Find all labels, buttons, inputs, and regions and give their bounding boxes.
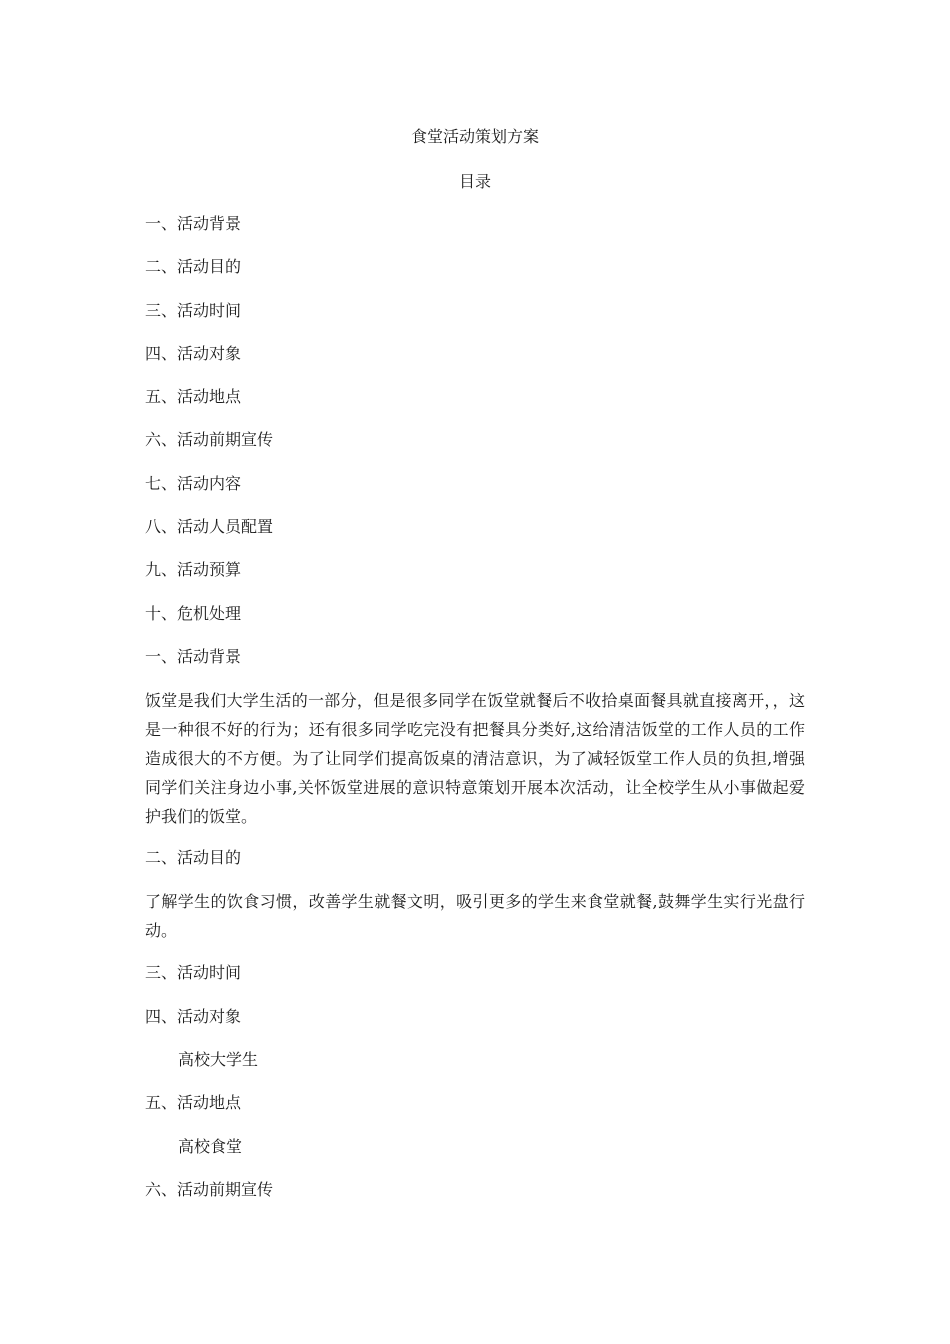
purpose-paragraph: 了解学生的饮食习惯，改善学生就餐文明，吸引更多的学生来食堂就餐,鼓舞学生实行光盘行动。 [145, 892, 805, 940]
toc-item: 四、活动对象 [145, 344, 242, 363]
toc-item: 三、活动时间 [145, 301, 242, 320]
section-heading-purpose: 二、活动目的 [145, 848, 242, 867]
toc-item: 五、活动地点 [145, 387, 242, 406]
toc-item: 二、活动目的 [145, 257, 242, 276]
toc-item: 六、活动前期宣传 [145, 430, 274, 449]
section-heading-location: 五、活动地点 [145, 1093, 242, 1112]
toc-item: 一、活动背景 [145, 214, 242, 233]
toc-item: 十、危机处理 [145, 604, 242, 623]
location-text: 高校食堂 [178, 1137, 243, 1156]
toc-item: 九、活动预算 [145, 560, 242, 579]
toc-item: 七、活动内容 [145, 474, 242, 493]
audience-text: 高校大学生 [178, 1050, 259, 1069]
section-heading-publicity: 六、活动前期宣传 [145, 1180, 274, 1199]
toc-item: 八、活动人员配置 [145, 517, 274, 536]
toc-heading: 目录 [458, 172, 491, 191]
document-title: 食堂活动策划方案 [410, 127, 539, 146]
section-heading-audience: 四、活动对象 [145, 1007, 242, 1026]
section-heading-time: 三、活动时间 [145, 963, 242, 982]
background-paragraph: 饭堂是我们大学生活的一部分，但是很多同学在饭堂就餐后不收拾桌面餐具就直接离开，，这是一种很不好的行为；还有很多同学吃完没有把餐具分类好,这给清洁饭堂的工作人员的工作造成很大的不方便。为了让同学们提高饭桌的清洁意识，为了减轻饭堂工作人员的负担,增强同学们关注身边小事,关怀饭堂进展的意识特意策划开展本次活动，让全校学生从小事做起爱护我们的饭堂。 [145, 691, 805, 826]
section-heading-background: 一、活动背景 [145, 647, 242, 666]
